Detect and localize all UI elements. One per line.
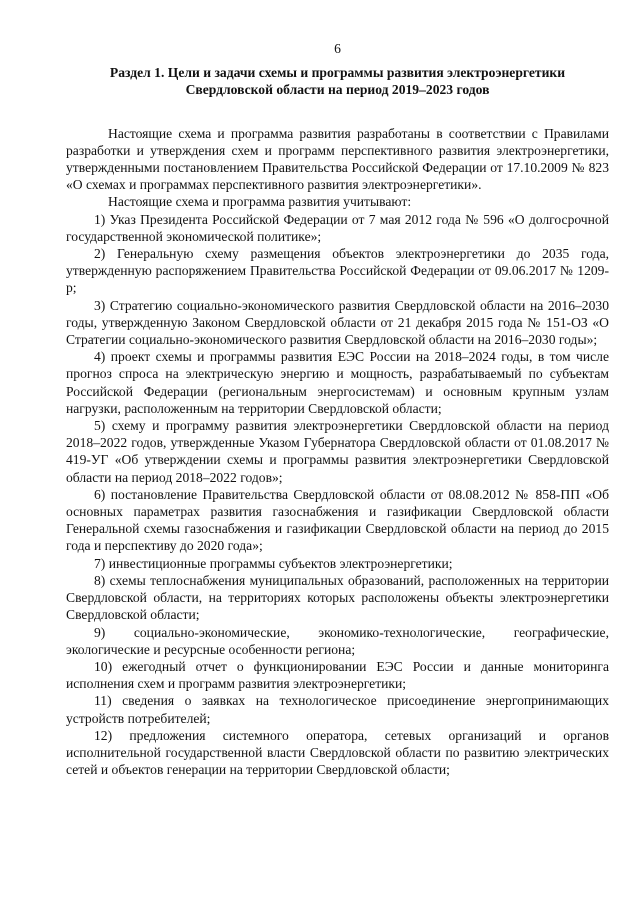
list-item: 4) проект схемы и программы развития ЕЭС России на 2018–2024 годы, в том числе прогноз спроса на электрическую энергию и мощность, разрабатываемый по субъектам Российской Федерации (региональным энергосистемам) и основным крупным узлам нагрузки, расположенным на территории Свердловской области; <box>66 349 609 416</box>
list-item: 6) постановление Правительства Свердловской области от 08.08.2012 № 858-ПП «Об основных параметрах развития газоснабжения и газификации Свердловской области Генеральной схемы газоснабжения и газификации Свердловской области на период до 2015 года и перспективу до 2020 года»; <box>66 486 609 554</box>
section-heading <box>66 64 609 98</box>
list-item: 9) социально-экономические, экономико-технологические, географические, экологические и ресурсные особенности региона; <box>66 624 609 657</box>
section-heading-line-1: Раздел 1. Цели и задачи схемы и программы развития электроэнергетики <box>109 65 566 81</box>
list-item: 1) Указ Президента Российской Федерации от 7 мая 2012 года № 596 «О долгосрочной государственной экономической политике»; <box>66 211 609 244</box>
intro-paragraph: Настоящие схема и программа развития разработаны в соответствии с Правилами разработки и утверждения схем и программ перспективного развития электроэнергетики, утвержденными постановлением Правительства Российской Федерации от 17.10.2009 № 823 «О схемах и программах перспективного развития электроэнергетики». <box>66 125 609 193</box>
list-item: 8) схемы теплоснабжения муниципальных образований, расположенных на территории Свердловской области, на территориях которых расположены объекты электроэнергетики Свердловской области; <box>66 572 609 623</box>
list-intro-paragraph: Настоящие схема и программа развития учитывают: <box>108 194 412 210</box>
list-item: 3) Стратегию социально-экономического развития Свердловской области на 2016–2030 годы, утвержденную Законом Свердловской области от 21 декабря 2015 года № 151-ОЗ «О Стратегии социально-экономического развития Свердловской области на 2016–2030 годы»; <box>66 297 609 348</box>
section-heading-line-2: Свердловской области на период 2019–2023 годов <box>185 82 490 98</box>
list-item: 11) сведения о заявках на технологическое присоединение энергопринимающих устройств потребителей; <box>66 693 609 726</box>
considerations-list <box>66 211 609 779</box>
page-number: 6 <box>334 41 341 56</box>
list-item: 2) Генеральную схему размещения объектов электроэнергетики до 2035 года, утвержденную распоряжением Правительства Российской Федерации от 09.06.2017 № 1209-р; <box>66 246 609 296</box>
list-item: 7) инвестиционные программы субъектов электроэнергетики; <box>94 555 453 571</box>
list-item: 12) предложения системного оператора, сетевых организаций и органов исполнительной государственной власти Свердловской области по развитию электрических сетей и объектов генерации на территории Свердловской области; <box>66 727 609 778</box>
list-item: 5) схему и программу развития электроэнергетики Свердловской области на период 2018–2022 годов, утвержденные Указом Губернатора Свердловской области от 01.08.2017 № 419-УГ «Об утверждении схемы и программы развития электроэнергетики Свердловской области на период 2018–2022 годов»; <box>66 418 609 485</box>
list-item: 10) ежегодный отчет о функционировании ЕЭС России и данные мониторинга исполнения схем и программ развития электроэнергетики; <box>66 658 609 692</box>
